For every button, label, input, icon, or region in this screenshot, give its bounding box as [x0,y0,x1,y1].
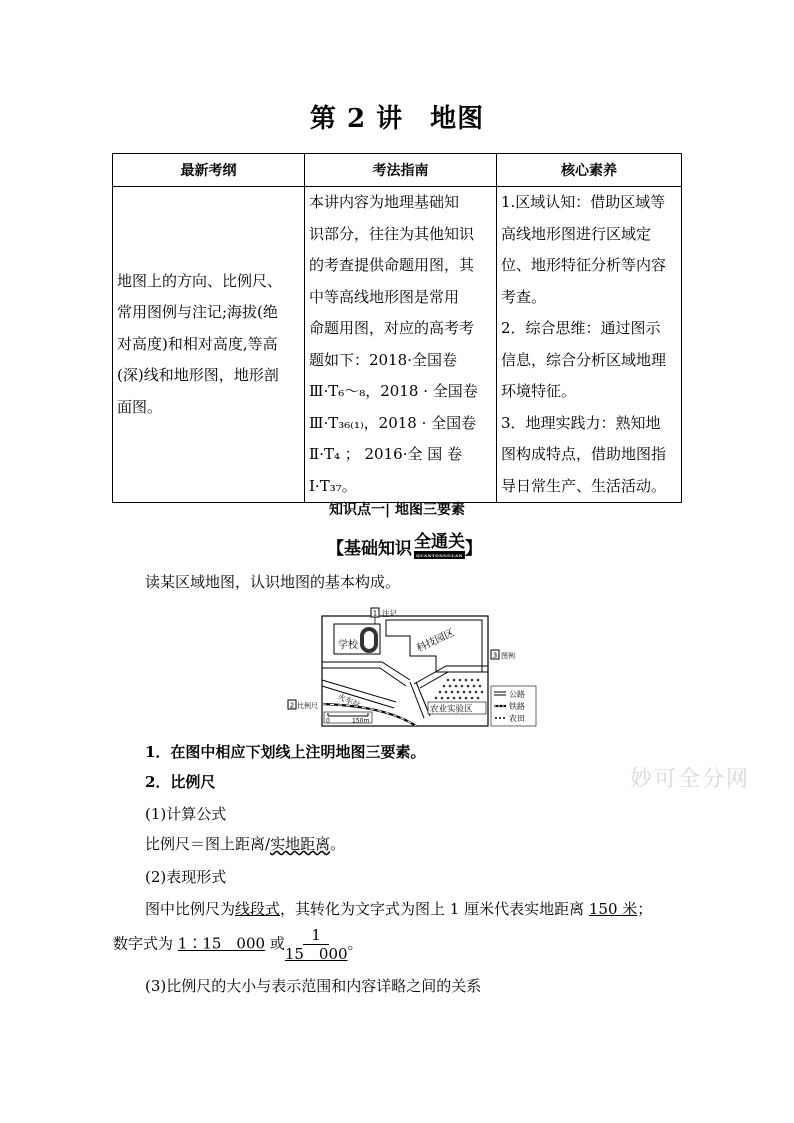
question-2: 2．比例尺 [145,773,216,791]
syllabus-table [112,153,682,503]
banner-close: 】 [465,538,482,559]
method-line: 命题用图，对应的高考考 [309,319,475,337]
school-label: 学校 [338,640,358,651]
numeric-form-line: 数字式为 1∶15 000 或 $\frac{1}{15 000}$ 。 [113,926,363,963]
label-legend: 图例 [501,652,515,660]
region-map-figure [286,606,538,730]
method-line: Ⅲ·T₃₆₍₁₎，2018 · 全国卷 [309,413,477,432]
literacy-line: 环境特征。 [501,382,577,400]
answer-ratio: 1∶15 000 [177,934,266,953]
scale-zero: 0 [326,717,330,725]
table-header-syllabus: 最新考纲 [113,154,305,187]
syllabus-line: 对高度)和相对高度,等高 [117,334,278,353]
subheading-relation: (3)比例尺的大小与表示范围和内容详略之间的关系 [145,977,482,995]
label-number-1: 1 [372,609,378,618]
subheading-form: (2)表现形式 [145,868,227,886]
method-line: 中等高线地形图是常用 [309,287,460,306]
literacy-line: 1.区域认知：借助区域等 [501,193,666,211]
section-heading: 知识点一| 地图三要素 [329,502,465,518]
page-title: 第 2 讲 地图 [309,104,485,134]
syllabus-line: 地图上的方向、比例尺、 [117,271,283,290]
label-number-3: 3 [492,651,498,660]
syllabus-line: 面图。 [117,397,163,416]
banner-stamp-pinyin: QUANTONGGUAN [416,553,463,558]
method-line: 题如下：2018·全国卷 [309,350,457,369]
formula-answer: 实地距离 [270,835,331,853]
formula-line: 比例尺＝图上距离/实地距离。 [145,835,346,853]
syllabus-cell [113,187,305,503]
literacy-line: 位、地形特征分析等内容 [501,256,667,274]
scale-150: 150m [352,717,370,725]
label-annotation: 注记 [382,609,397,618]
literacy-line: 信息，综合分析区域地理 [501,350,667,369]
station-label: 火车站 [336,691,362,711]
literacy-line: 3．地理实践力：熟知地 [501,413,661,432]
label-scale: 比例尺 [297,702,318,710]
literacy-line: 导日常生产、生活活动。 [501,476,667,495]
legend-rail: 铁路 [509,702,525,711]
fraction: $\frac{1}{15 000}$ [284,926,348,963]
legend-road: 公路 [509,690,525,699]
answer-segment-form: 线段式 [235,900,281,918]
banner-stamp [414,533,465,559]
syllabus-line: 常用图例与注记;海拔(绝 [117,303,278,322]
method-cell [305,187,497,503]
method-line: Ⅲ·T₆～₈，2018 · 全国卷 [309,382,478,400]
banner-stamp-text: 全通关 [414,532,465,552]
method-line: 的考查提供命题用图，其 [309,256,475,274]
subheading-formula: (1)计算公式 [145,805,227,823]
banner-open: 【基础知识 [327,538,412,559]
method-line: Ⅱ·T₄ ； 2016·全 国 卷 [309,445,462,463]
literacy-line: 高线地形图进行区域定 [501,224,652,243]
question-1: 1．在图中相应下划线上注明地图三要素。 [145,743,426,761]
answer-150m: 150 米 [588,900,638,918]
literacy-cell [497,187,682,503]
table-header-literacy: 核心素养 [497,154,682,187]
intro-text: 读某区域地图，认识地图的基本构成。 [145,573,401,591]
park-label: 科技园区 [415,627,457,655]
farm-label: 农业实验区 [430,704,473,715]
method-line: Ⅰ·T₃₇。 [309,476,357,495]
literacy-line: 图构成特点，借助地图指 [501,445,667,463]
label-number-2: 2 [289,701,295,710]
scale-form-line: 图中比例尺为线段式，其转化为文字式为图上 1 厘米代表实地距离 150 米； [145,900,653,918]
legend-farmland: 农田 [509,714,525,723]
literacy-line: 考查。 [501,287,547,306]
method-line: 本讲内容为地理基础知 [309,193,460,211]
literacy-line: 2．综合思维：通过图示 [501,319,661,337]
basic-knowledge-banner [327,533,482,559]
watermark-text: 妙可全分网 [630,767,751,792]
method-line: 识部分，往往为其他知识 [309,224,475,243]
syllabus-line: (深)线和地形图，地形剖 [117,366,279,385]
table-header-method: 考法指南 [305,154,497,187]
